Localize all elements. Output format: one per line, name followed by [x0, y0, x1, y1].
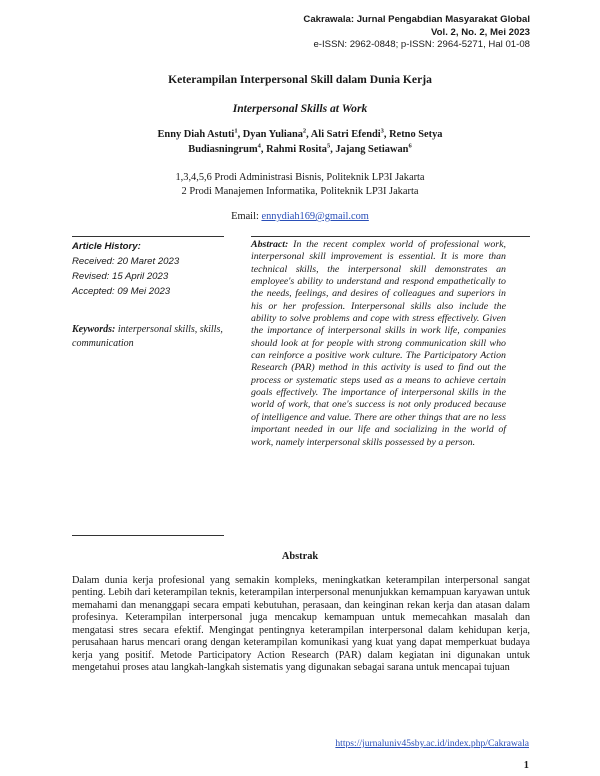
author-sup: 6	[408, 142, 412, 150]
keywords-label: Keywords:	[72, 324, 116, 335]
journal-name: Cakrawala: Jurnal Pengabdian Masyarakat Global	[303, 14, 530, 25]
author-sup: 2	[302, 127, 307, 135]
abstract-text: In the recent complex world of professional work, interpersonal skill improvement is essential. It is more than technical skills, the interpersonal skill demonstrates an employee's ability to understand and respond empathetically to the needs, feelings, and desires of colleagues and superiors in his or her profession. Interpersonal skills also include the ability to solve problems and cope with stress effectively. Given the importance of interpersonal skills in work life, companies should look at for people with strong communication skill who can reinforce a positive work culture. The Participatory Action Research (PAR) method in this activity is used to find out the process or systematic steps used as a means to achieve certain goals effectively. The importance of interpersonal skills in the world of work, that one's success is not only produced because of intelligence and value. There are other things that are no less important needed in our life and socializing in the world of work, namely interpersonal skills possessed by a person.	[251, 239, 506, 448]
journal-issn: e-ISSN: 2962-0848; p-ISSN: 2964-5271, Hal 01-08	[313, 39, 530, 51]
divider-left-top	[72, 236, 224, 237]
keywords	[72, 323, 227, 350]
affiliation-line: 2 Prodi Manajemen Informatika, Politeknik LP3I Jakarta	[181, 186, 419, 197]
author-name: Jajang Setiawan	[335, 143, 409, 155]
author-name: Dyan Yuliana	[242, 129, 303, 140]
abstract-label: Abstract:	[251, 239, 289, 250]
article-info	[72, 239, 232, 349]
history-revised: Revised: 15 April 2023	[72, 271, 169, 282]
keywords-text: interpersonal skills, skills, communication	[72, 324, 223, 349]
author-sup: 4	[257, 142, 261, 150]
paper-subtitle: Interpersonal Skills at Work	[232, 102, 368, 115]
author-name: Ali Satri Efendi	[310, 129, 381, 140]
history-heading: Article History:	[72, 241, 141, 252]
email-link[interactable]: ennydiah169@gmail.com	[261, 211, 369, 222]
paper-title: Keterampilan Interpersonal Skill dalam Dunia Kerja	[168, 73, 432, 86]
divider-right-top	[251, 236, 530, 237]
journal-volume: Vol. 2, No. 2, Mei 2023	[431, 26, 530, 38]
author-name: Retno Setya Budiasningrum	[188, 129, 443, 155]
abstract-english	[251, 239, 506, 449]
abstrak-heading: Abstrak	[281, 551, 319, 562]
author-name: Rahmi Rosita	[266, 143, 327, 155]
author-name: Enny Diah Astuti	[157, 129, 235, 140]
footer-journal-link[interactable]: https://jurnaluniv45sby.ac.id/index.php/Cakrawala	[335, 738, 529, 749]
affiliations	[0, 171, 600, 199]
page-number: 1	[523, 760, 529, 771]
author-sup: 3	[380, 127, 384, 135]
author-sup: 1	[234, 127, 238, 135]
history-accepted: Accepted: 09 Mei 2023	[72, 286, 171, 297]
divider-left-bottom	[72, 535, 224, 536]
author-list: Enny Diah Astuti$^1$, Dyan Yuliana$^2$, Ali Satri Efendi$^3$, Retno Setya Budiasningrum$^4$, Rahmi Rosita$^5$, Jajang Setiawan$^6$	[157, 127, 443, 155]
email-label: Email:	[231, 211, 262, 222]
email-line	[0, 211, 600, 222]
journal-header	[303, 14, 530, 52]
author-sup: 5	[326, 142, 331, 150]
affiliation-line: 1,3,4,5,6 Prodi Administrasi Bisnis, Politeknik LP3I Jakarta	[175, 172, 425, 183]
abstrak-text: Dalam dunia kerja profesional yang semakin kompleks, meningkatkan keterampilan interpersonal sangat penting. Lebih dari keterampilan teknis, keterampilan interpersonal menunjukkan kemampuan karyawan untuk memahami dan menanggapi secara empati kebutuhan, perasaan, dan keinginan rekan kerja dan atasan dalam profesinya. Keterampilan interpersonal juga mencakup kemampuan untuk memecahkan masalah dan mengatasi stres secara efektif. Mengingat pentingnya keterampilan interpersonal dalam kehidupan kerja, perusahaan harus mencari orang dengan keterampilan komunikasi yang kuat yang dapat memperkuat budaya kerja yang positif. Metode Participatory Action Research (PAR) dalam kegiatan ini digunakan untuk mengetahui proses atau langkah-langkah sistematis yang digunakan sebagai sarana untuk mencapai tujuan	[72, 575, 530, 674]
history-received: Received: 20 Maret 2023	[72, 256, 180, 267]
